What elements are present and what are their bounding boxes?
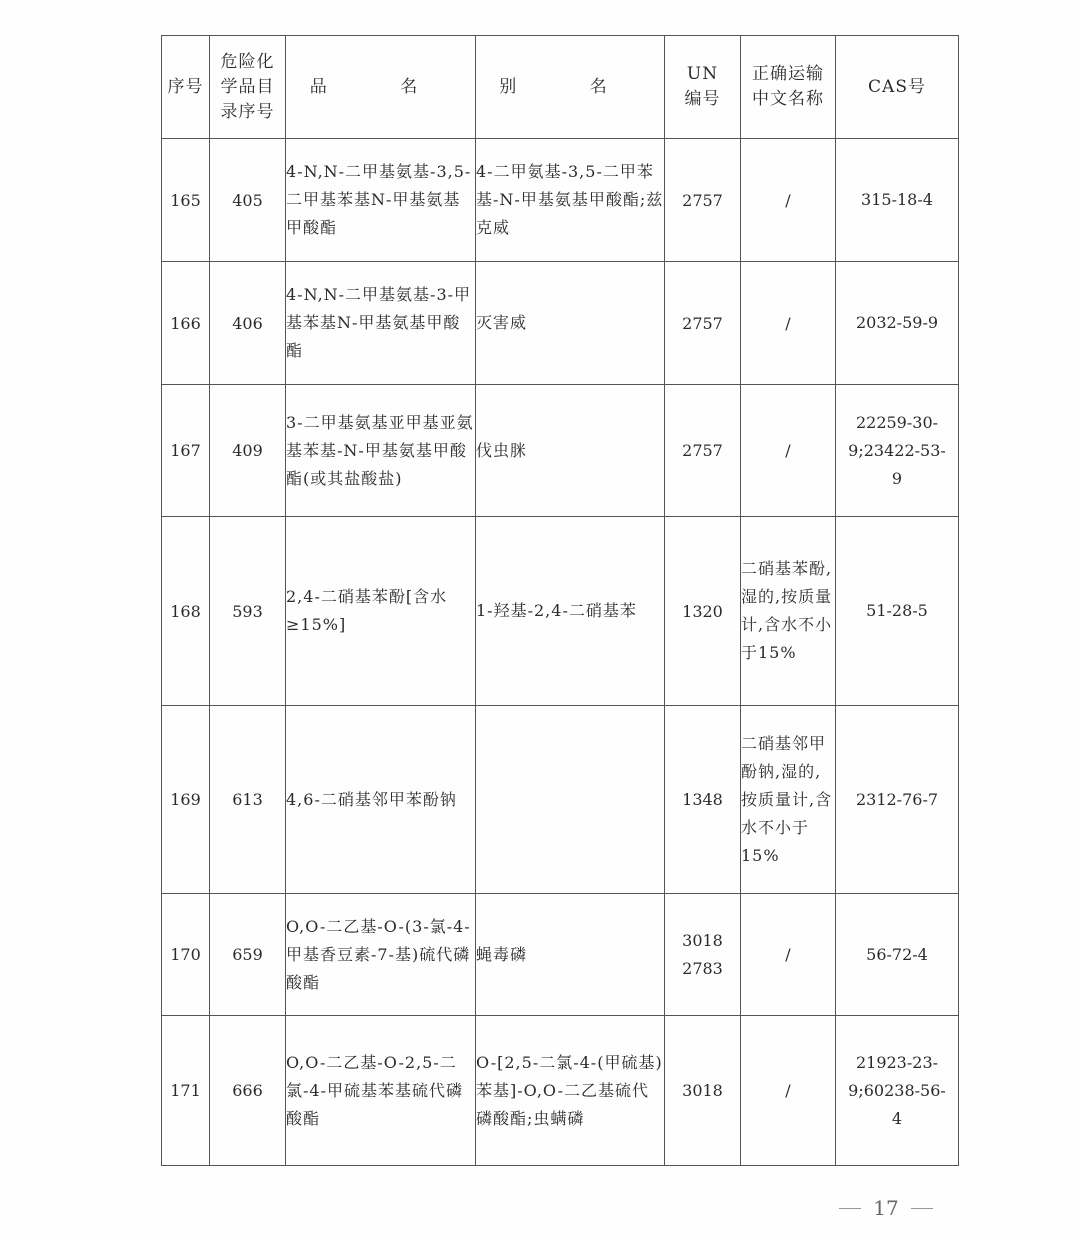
cell-catalog: 593 <box>210 517 286 706</box>
page-footer <box>826 1195 946 1221</box>
cell-cas: 22259-30-9;23422-53-9 <box>836 385 959 517</box>
cell-product-name: 4,6-二硝基邻甲苯酚钠 <box>286 706 476 894</box>
cell-un: 1348 <box>665 706 741 894</box>
hazardous-chemicals-table <box>161 35 959 1166</box>
cell-transport-name: / <box>741 262 836 385</box>
table-row <box>162 894 959 1016</box>
header-cas: CAS号 <box>836 36 959 139</box>
cell-cas: 51-28-5 <box>836 517 959 706</box>
cell-transport-name: / <box>741 894 836 1016</box>
cell-catalog: 405 <box>210 139 286 262</box>
table-row <box>162 139 959 262</box>
cell-product-name: 3-二甲基氨基亚甲基亚氨基苯基-N-甲基氨基甲酸酯(或其盐酸盐) <box>286 385 476 517</box>
table-row <box>162 517 959 706</box>
cell-alias: 伐虫脒 <box>476 385 665 517</box>
header-catalog-seq: 危险化学品目录序号 <box>210 36 286 139</box>
cell-seq: 170 <box>162 894 210 1016</box>
cell-seq: 171 <box>162 1016 210 1166</box>
cell-seq: 166 <box>162 262 210 385</box>
cell-product-name: O,O-二乙基-O-(3-氯-4-甲基香豆素-7-基)硫代磷酸酯 <box>286 894 476 1016</box>
cell-un: 3018 <box>665 1016 741 1166</box>
table-row <box>162 706 959 894</box>
cell-cas: 56-72-4 <box>836 894 959 1016</box>
cell-alias: 1-羟基-2,4-二硝基苯 <box>476 517 665 706</box>
cell-cas: 315-18-4 <box>836 139 959 262</box>
header-transport-name: 正确运输中文名称 <box>741 36 836 139</box>
header-un-number: UN编号 <box>665 36 741 139</box>
header-seq: 序号 <box>162 36 210 139</box>
cell-cas: 2312-76-7 <box>836 706 959 894</box>
cell-product-name: 4-N,N-二甲基氨基-3,5-二甲基苯基N-甲基氨基甲酸酯 <box>286 139 476 262</box>
table-row <box>162 262 959 385</box>
cell-product-name: 4-N,N-二甲基氨基-3-甲基苯基N-甲基氨基甲酸酯 <box>286 262 476 385</box>
cell-transport-name: / <box>741 385 836 517</box>
cell-alias <box>476 706 665 894</box>
cell-un: 2757 <box>665 385 741 517</box>
cell-cas: 21923-23-9;60238-56-4 <box>836 1016 959 1166</box>
footer-dash-right <box>911 1208 933 1209</box>
cell-alias: 4-二甲氨基-3,5-二甲苯基-N-甲基氨基甲酸酯;兹克威 <box>476 139 665 262</box>
cell-catalog: 613 <box>210 706 286 894</box>
table-row <box>162 1016 959 1166</box>
footer-dash-left <box>839 1208 861 1209</box>
cell-transport-name: / <box>741 139 836 262</box>
cell-transport-name: 二硝基邻甲酚钠,湿的,按质量计,含水不小于15% <box>741 706 836 894</box>
cell-catalog: 659 <box>210 894 286 1016</box>
cell-alias: 蝇毒磷 <box>476 894 665 1016</box>
table-header-row <box>162 36 959 139</box>
page-number: 17 <box>873 1196 899 1220</box>
table-row <box>162 385 959 517</box>
cell-seq: 165 <box>162 139 210 262</box>
cell-product-name: O,O-二乙基-O-2,5-二氯-4-甲硫基苯基硫代磷酸酯 <box>286 1016 476 1166</box>
cell-catalog: 409 <box>210 385 286 517</box>
cell-catalog: 666 <box>210 1016 286 1166</box>
header-alias: 别 名 <box>476 36 665 139</box>
cell-transport-name: / <box>741 1016 836 1166</box>
header-product-name: 品 名 <box>286 36 476 139</box>
cell-un: 3018 2783 <box>665 894 741 1016</box>
cell-product-name: 2,4-二硝基苯酚[含水≥15%] <box>286 517 476 706</box>
cell-seq: 168 <box>162 517 210 706</box>
cell-alias: O-[2,5-二氯-4-(甲硫基)苯基]-O,O-二乙基硫代磷酸酯;虫螨磷 <box>476 1016 665 1166</box>
cell-un: 2757 <box>665 262 741 385</box>
cell-seq: 169 <box>162 706 210 894</box>
cell-transport-name: 二硝基苯酚,湿的,按质量计,含水不小于15% <box>741 517 836 706</box>
cell-alias: 灭害威 <box>476 262 665 385</box>
cell-cas: 2032-59-9 <box>836 262 959 385</box>
cell-un: 1320 <box>665 517 741 706</box>
cell-catalog: 406 <box>210 262 286 385</box>
cell-seq: 167 <box>162 385 210 517</box>
cell-un: 2757 <box>665 139 741 262</box>
